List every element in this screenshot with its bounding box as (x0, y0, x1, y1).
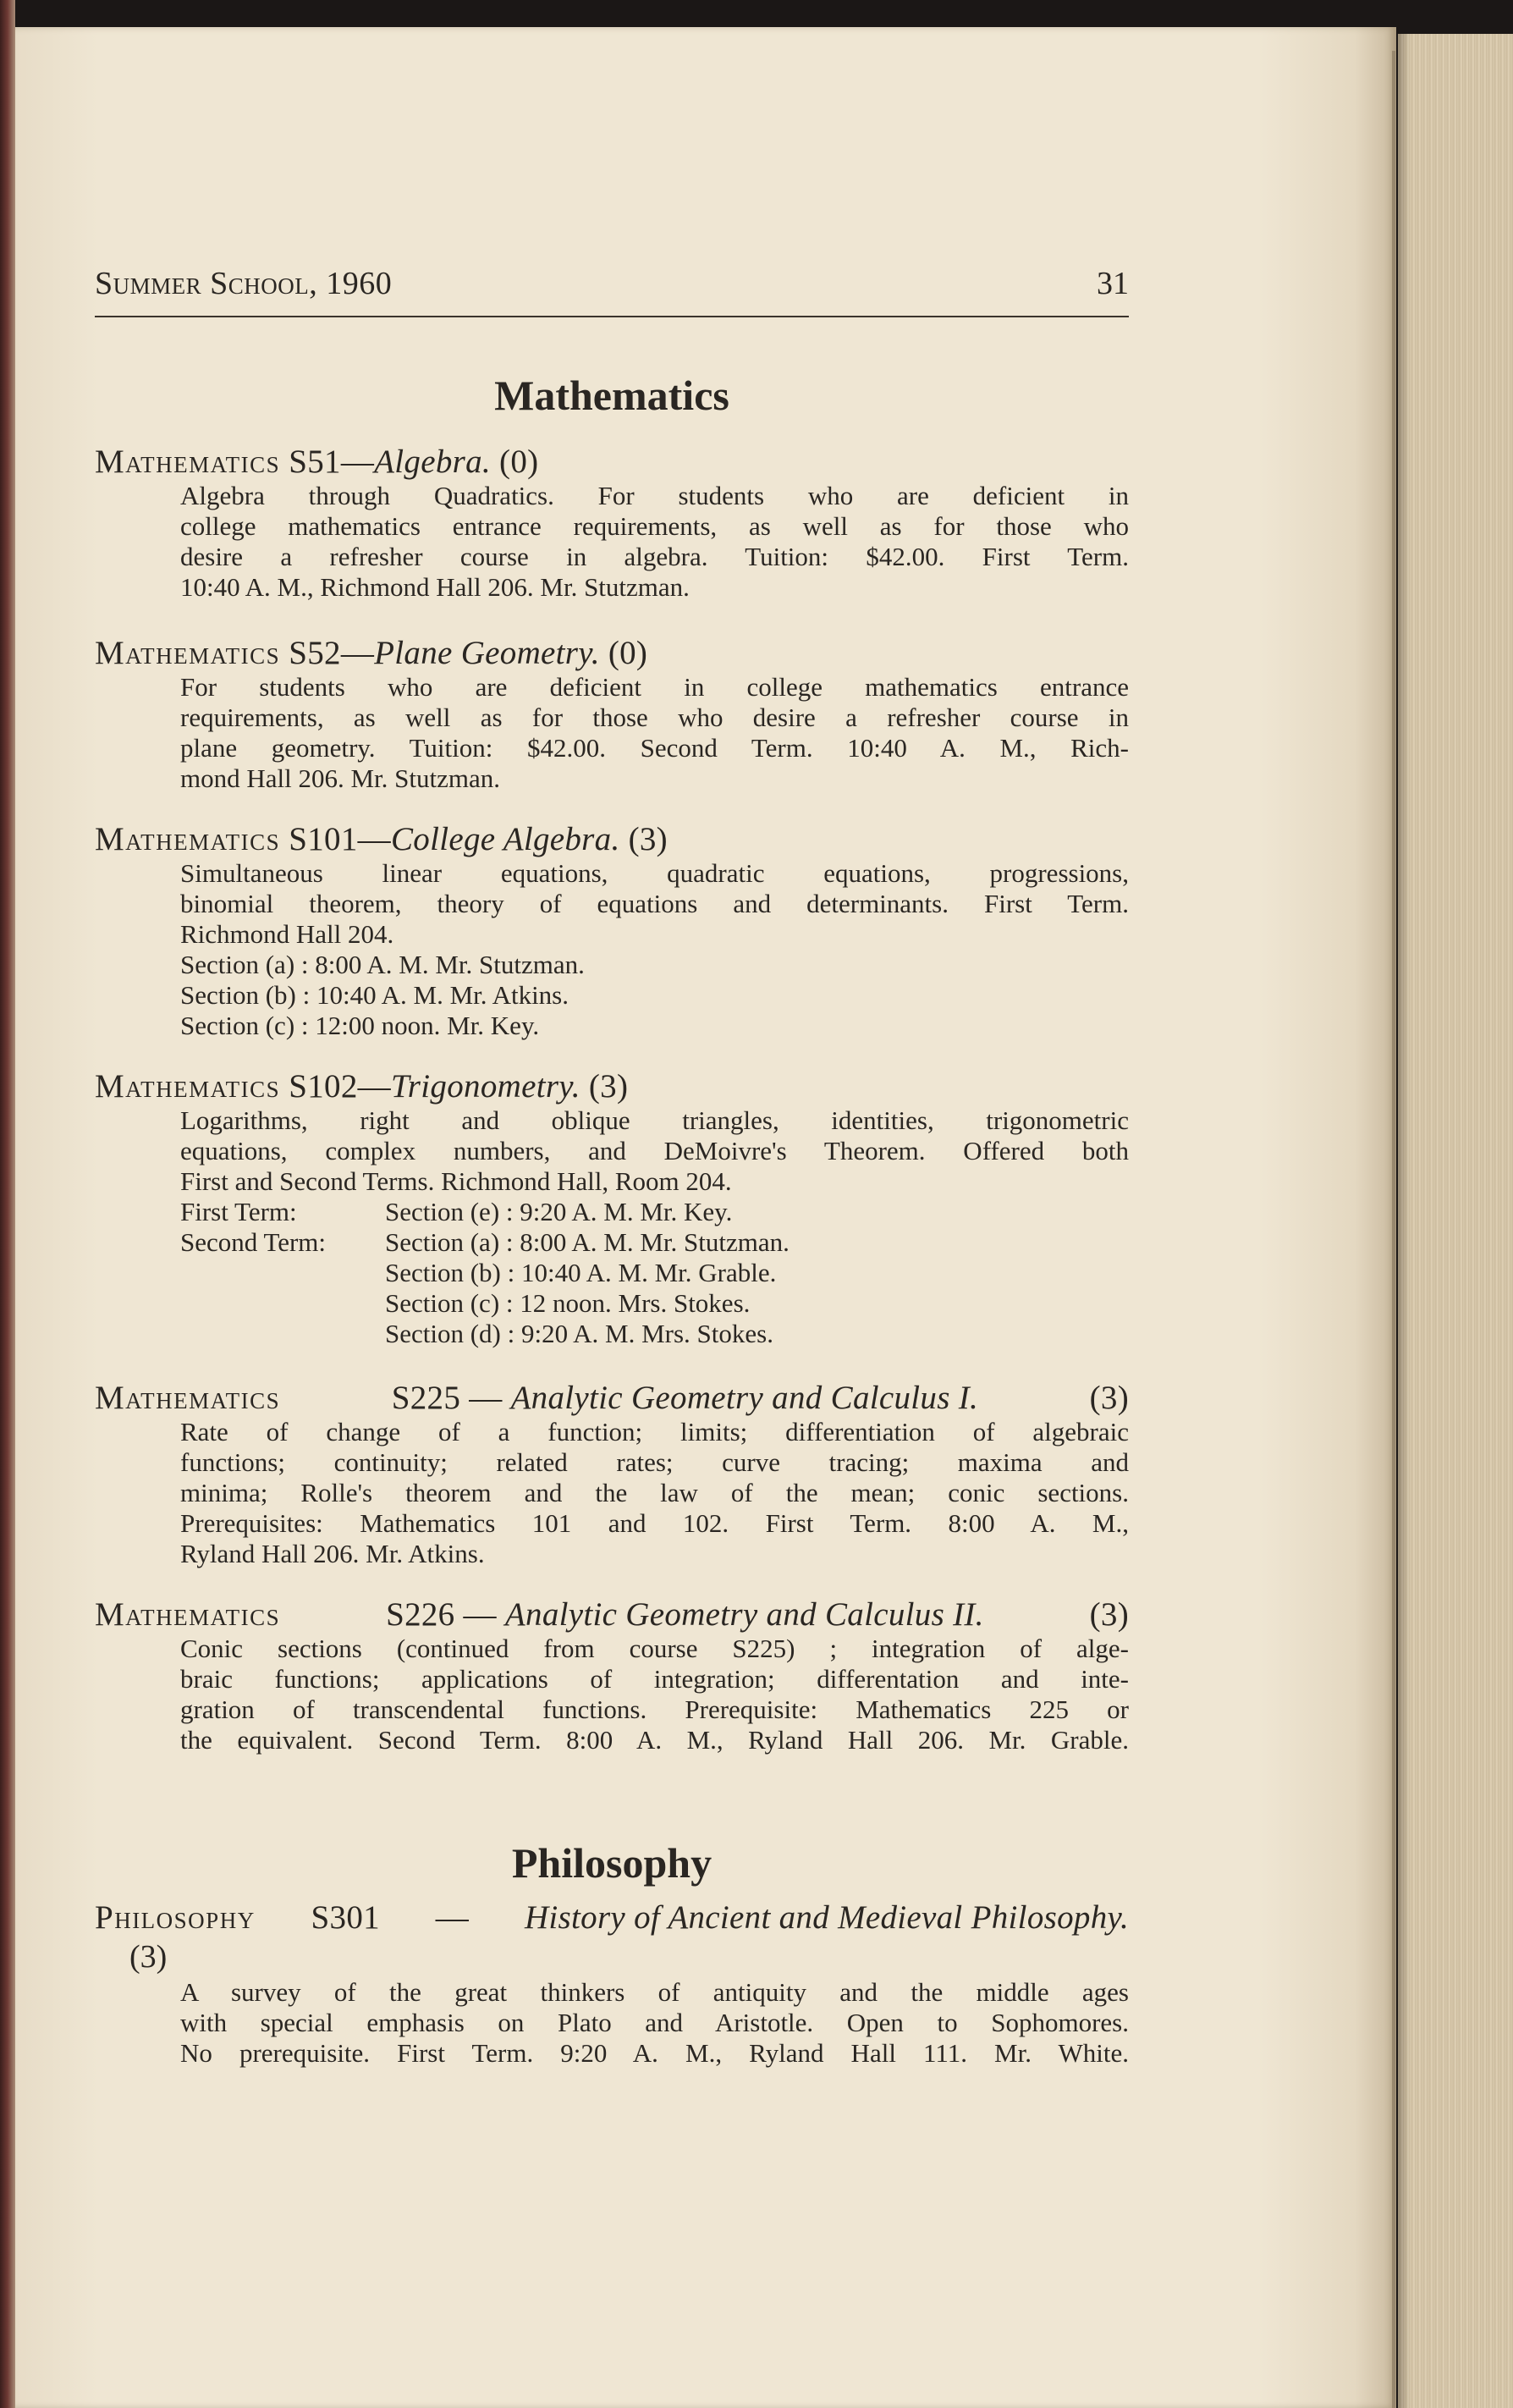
course-dash: — (463, 1596, 497, 1633)
course-credits: (3) (129, 1939, 168, 1975)
course-dash: — (469, 1380, 503, 1416)
course-description (129, 1937, 1129, 2069)
course-dept: Mathematics (95, 1596, 281, 1633)
description-line: functions; continuity; related rates; curve tracing; maxima and (180, 1447, 1129, 1477)
course-credits: (3) (1089, 1380, 1129, 1416)
course-dept: Mathematics (95, 821, 281, 857)
running-header (95, 265, 1129, 317)
course-dash: — (340, 444, 375, 480)
description-line: minima; Rolle's theorem and the law of the mean; conic sections. (180, 1478, 1129, 1507)
schedule-term (180, 1258, 385, 1288)
page-number: 31 (1097, 266, 1129, 301)
course-heading (95, 635, 1129, 672)
section-line: Section (a) : 8:00 A. M. Mr. Stutzman. (180, 950, 585, 979)
course-s51 (95, 444, 1129, 603)
description-line: First and Second Terms. Richmond Hall, Room 204. (180, 1166, 732, 1196)
description-line: Simultaneous linear equations, quadratic equations, progressions, (180, 858, 1129, 888)
description-line: desire a refresher course in algebra. Tuition: $42.00. First Term. (180, 542, 1129, 571)
course-description (180, 672, 1129, 794)
course-credits: (0) (499, 444, 539, 480)
course-description (180, 1105, 1129, 1349)
schedule-row (180, 1258, 1129, 1288)
description-line: A survey of the great thinkers of antiquity and the middle ages (180, 1977, 1129, 2007)
course-description (180, 481, 1129, 603)
description-line: college mathematics entrance requirements, as well as for those who (180, 511, 1129, 541)
schedule-term (180, 1288, 385, 1319)
book-binding-edge (0, 0, 15, 2408)
course-heading (95, 444, 1129, 481)
course-name: History of Ancient and Medieval Philosophy. (524, 1899, 1129, 1936)
course-heading (95, 1068, 1129, 1105)
description-line: Rate of change of a function; limits; differentiation of algebraic (180, 1417, 1129, 1446)
header-title: Summer School, 1960 (95, 266, 393, 301)
page-stack-edge (1398, 34, 1513, 2408)
course-s52 (95, 635, 1129, 794)
section-line: Section (c) : 12:00 noon. Mr. Key. (180, 1011, 540, 1040)
course-s101 (95, 821, 1129, 1041)
section-title-mathematics: Mathematics (494, 372, 729, 419)
description-line: Ryland Hall 206. Mr. Atkins. (180, 1539, 485, 1568)
course-dept: Philosophy (95, 1899, 256, 1936)
description-line: Richmond Hall 204. (180, 919, 394, 949)
page-stack-shadow (1398, 34, 1410, 2408)
course-name: Analytic Geometry and Calculus I. (510, 1380, 979, 1416)
course-heading (95, 821, 1129, 858)
schedule-row (180, 1319, 1129, 1349)
course-s102 (95, 1068, 1129, 1349)
course-name: Plane Geometry. (374, 635, 600, 671)
course-dash: — (435, 1899, 470, 1936)
course-credits: (3) (628, 821, 668, 857)
schedule-term: First Term: (180, 1197, 297, 1226)
course-name: College Algebra. (390, 821, 620, 857)
description-line: with special emphasis on Plato and Aristotle. Open to Sophomores. (180, 2008, 1129, 2037)
description-line: 10:40 A. M., Richmond Hall 206. Mr. Stutzman. (180, 572, 690, 602)
course-dash: — (357, 821, 391, 857)
course-philosophy-s301 (95, 1899, 1129, 2069)
course-description (180, 1417, 1129, 1569)
course-credits: (0) (608, 635, 648, 671)
course-name: Analytic Geometry and Calculus II. (504, 1596, 984, 1633)
course-number: S301 (311, 1899, 380, 1936)
schedule-text: Section (e) : 9:20 A. M. Mr. Key. (385, 1197, 733, 1226)
schedule-row (180, 1288, 1129, 1319)
course-number: S226 (386, 1596, 455, 1633)
course-heading (95, 1899, 1129, 1937)
page-fold-line (1392, 51, 1395, 2408)
course-description (180, 1634, 1129, 1755)
schedule-row (180, 1197, 1129, 1227)
course-s225 (95, 1380, 1129, 1569)
description-line: equations, complex numbers, and DeMoivre's Theorem. Offered both (180, 1136, 1129, 1165)
course-dash: — (340, 635, 375, 671)
course-name: Trigonometry. (390, 1068, 580, 1105)
description-line: mond Hall 206. Mr. Stutzman. (180, 763, 501, 793)
course-number: S102 (289, 1068, 358, 1105)
description-line: the equivalent. Second Term. 8:00 A. M., Ryland Hall 206. Mr. Grable. (180, 1725, 1129, 1755)
course-dept: Mathematics (95, 444, 281, 480)
description-line: plane geometry. Tuition: $42.00. Second Term. 10:40 A. M., Rich- (180, 733, 1129, 763)
course-number: S225 (391, 1380, 461, 1416)
schedule-text: Section (a) : 8:00 A. M. Mr. Stutzman. (385, 1227, 790, 1257)
course-credits: (3) (588, 1068, 629, 1105)
description-line: binomial theorem, theory of equations and determinants. First Term. (180, 889, 1129, 918)
course-dept: Mathematics (95, 1068, 281, 1105)
description-line: Algebra through Quadratics. For students who are deficient in (180, 481, 1129, 510)
schedule-text: Section (d) : 9:20 A. M. Mrs. Stokes. (385, 1319, 773, 1348)
course-heading (95, 1380, 1129, 1417)
course-credits: (3) (1089, 1596, 1129, 1633)
course-dash: — (357, 1068, 391, 1105)
schedule-term (180, 1319, 385, 1349)
course-number: S51 (289, 444, 341, 480)
course-dept: Mathematics (95, 1380, 281, 1416)
description-line: No prerequisite. First Term. 9:20 A. M., Ryland Hall 111. Mr. White. (180, 2038, 1129, 2068)
course-heading (95, 1596, 1129, 1634)
description-line: For students who are deficient in college mathematics entrance (180, 672, 1129, 702)
description-line: Conic sections (continued from course S225) ; integration of alge- (180, 1634, 1129, 1663)
schedule-row (180, 1227, 1129, 1258)
schedule-term: Second Term: (180, 1227, 327, 1257)
description-line: requirements, as well as for those who desire a refresher course in (180, 703, 1129, 732)
section-line: Section (b) : 10:40 A. M. Mr. Atkins. (180, 980, 569, 1010)
course-name: Algebra. (374, 444, 491, 480)
schedule-text: Section (c) : 12 noon. Mrs. Stokes. (385, 1288, 751, 1318)
description-line: braic functions; applications of integration; differentation and inte- (180, 1664, 1129, 1694)
description-line: Logarithms, right and oblique triangles, identities, trigonometric (180, 1105, 1129, 1135)
course-number: S101 (289, 821, 358, 857)
description-line: Prerequisites: Mathematics 101 and 102. First Term. 8:00 A. M., (180, 1508, 1129, 1538)
course-description (180, 858, 1129, 1041)
course-number: S52 (289, 635, 341, 671)
description-line: gration of transcendental functions. Prerequisite: Mathematics 225 or (180, 1694, 1129, 1724)
course-s226 (95, 1596, 1129, 1755)
section-title-philosophy: Philosophy (511, 1839, 712, 1887)
course-dept: Mathematics (95, 635, 281, 671)
schedule-text: Section (b) : 10:40 A. M. Mr. Grable. (385, 1258, 777, 1287)
